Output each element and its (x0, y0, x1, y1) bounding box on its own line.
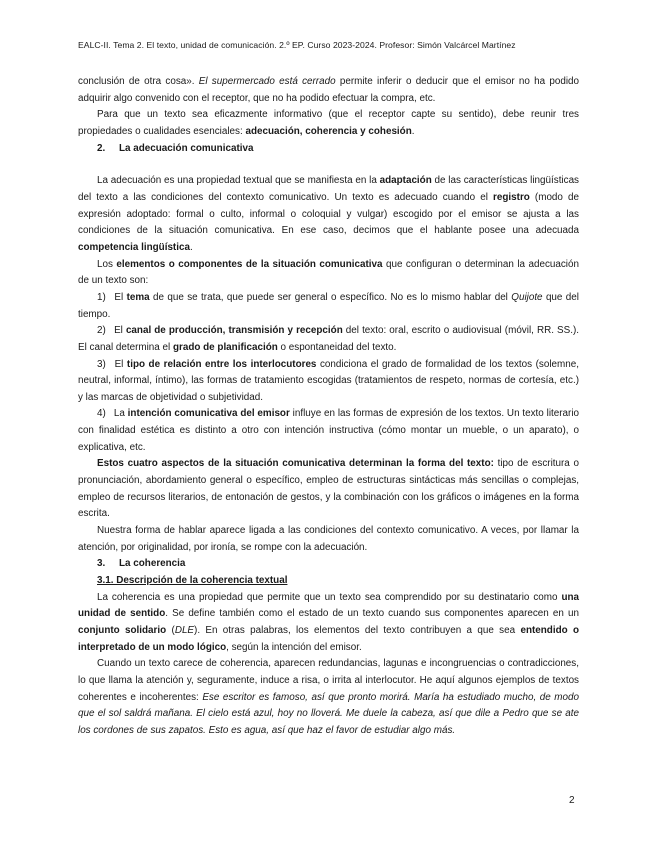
heading-number: 2. (97, 142, 106, 154)
text-run: (modo de expresión adoptado: formal o culto, informal o coloquial y vulgar) escogido por el emisor se ajusta a las condiciones de la situación comunicativa. En ese caso, decimos que el hablante posee una adecuada (78, 191, 579, 237)
text-run-italic: DLE (174, 625, 195, 636)
text-run: conclusión de otra cosa». (78, 76, 199, 87)
text-run: de que se trata, que puede ser general o específico. No es lo mismo hablar del (149, 291, 512, 303)
section-heading-3 (78, 556, 579, 573)
text-run: La adecuación es una propiedad textual que se manifiesta en la (97, 175, 380, 187)
list-number: 4) (97, 408, 106, 420)
text-run-italic: Quijote (511, 291, 543, 303)
text-run-bold: adecuación, coherencia y cohesión (245, 125, 412, 137)
text-run: . (411, 125, 415, 137)
list-item-intencion (78, 406, 579, 456)
paragraph-elementos (78, 257, 579, 290)
text-run-bold: tema (126, 291, 150, 303)
text-run: El (114, 325, 126, 337)
text-run-bold: canal de producción, transmisión y recepción (125, 325, 343, 337)
heading-title: La adecuación comunicativa (119, 142, 254, 154)
text-run-bold: registro (493, 191, 530, 203)
text-run: del texto: oral, escrito o audiovisual (móvil, RR. SS.). El canal determina el (78, 325, 579, 353)
list-number: 1) (97, 291, 106, 303)
heading-number: 3. (97, 558, 106, 570)
text-run-bold: entendido o interpretado de un modo lógico (78, 625, 579, 653)
heading-title: 3.1. Descripción de la coherencia textual (97, 575, 288, 587)
text-run: La coherencia es una propiedad que permite que un texto sea comprendido por su destinatario como (97, 591, 562, 603)
text-run-italic: El supermercado está cerrado (198, 76, 336, 87)
text-run: Para que un texto sea eficazmente informativo (que el receptor capte su sentido), debe reunir tres propiedades o cualidades esenciales: (78, 109, 579, 137)
text-run: El (114, 291, 127, 303)
text-run-bold: adaptación (379, 175, 432, 187)
text-run-bold: Estos cuatro aspectos de la situación comunicativa determinan la forma del texto: (97, 458, 494, 470)
text-run-italic: Ese escritor es famoso, así que pronto morirá. María ha estudiado mucho, de modo que el sol saldrá mañana. El cielo está azul, hoy no lloverá. Me duele la cabeza, así que dile a Pedro que se ate los cordones de sus zapatos. Esto es agua, así que haz el favor de estudiar algo más. (78, 691, 579, 736)
text-run: , según la intención del emisor. (226, 641, 362, 653)
text-run-bold: grado de planificación (172, 341, 278, 353)
text-run: condiciona el grado de formalidad de los textos (solemne, neutral, informal, íntimo), las formas de tratamiento escogidas (tratamientos de respeto, normas de cortesía, etc.) y las marcas de objetividad o subjetividad. (78, 358, 579, 403)
text-run: ( (166, 625, 175, 636)
section-heading-2 (78, 141, 579, 158)
text-run: Cuando un texto carece de coherencia, aparecen redundancias, lagunas e incongruencias o contradicciones, lo que llama la atención y, seguramente, induce a risa, o irrita al interlocutor. He aquí algunos ejemplos de textos coherentes e incoherentes: (78, 658, 579, 703)
text-run: ). En otras palabras, los elementos del texto contribuyen a que sea (194, 625, 521, 636)
text-run: El (114, 358, 127, 370)
text-run: . (189, 241, 193, 253)
list-item-relacion (78, 357, 579, 407)
page-body (78, 74, 579, 740)
text-run: o espontaneidad del texto. (277, 341, 397, 353)
text-run-bold: competencia lingüística (78, 241, 190, 253)
subsection-heading-3-1 (78, 573, 579, 590)
text-run: que configuran o determinan la adecuación de un texto son: (78, 258, 579, 287)
text-run: de las características lingüísticas del texto a las condiciones del contexto comunicativo. Un texto es adecuado cuando el (78, 175, 579, 203)
text-run: La (113, 408, 128, 420)
list-item-tema (78, 290, 579, 323)
paragraph-carece-coherencia (78, 656, 579, 739)
list-number: 3) (97, 358, 106, 370)
paragraph-intro (78, 74, 579, 107)
text-run-bold: intención comunicativa del emisor (127, 408, 290, 420)
blank-line (78, 157, 579, 173)
paragraph-adecuacion (78, 173, 579, 256)
text-run: . Se define también como el estado de un texto cuando sus componentes aparecen en un (165, 608, 579, 620)
text-run: Los (97, 258, 117, 270)
text-run: que del tiempo. (78, 291, 579, 320)
page-number: 2 (569, 795, 575, 806)
text-run-bold: una unidad de sentido (78, 591, 579, 620)
text-run-bold: elementos o componentes de la situación comunicativa (116, 258, 383, 270)
text-run-bold: conjunto solidario (78, 625, 167, 636)
text-run-bold: tipo de relación entre los interlocutores (126, 358, 317, 370)
paragraph-properties (78, 107, 579, 140)
text-run: permite inferir o deducir que el emisor no ha podido adquirir algo convenido con el receptor, que no ha podido efectuar la compra, etc. (78, 76, 580, 104)
list-number: 2) (97, 325, 106, 337)
text-run: tipo de escritura o pronunciación, abordamiento general o específico, empleo de estructuras sintácticas más sencillas o complejas, empleo de recursos literarios, de entonación de gestos, y la combinación con los gráficos o imágenes en la forma escrita. (78, 458, 579, 520)
paragraph-coherencia (78, 590, 579, 657)
list-item-canal (78, 323, 579, 356)
paragraph-cuatro-aspectos (78, 456, 579, 523)
heading-title: La coherencia (119, 558, 186, 570)
paragraph-forma-hablar: Nuestra forma de hablar aparece ligada a las condiciones del contexto comunicativo. A veces, por llamar la atención, por originalidad, por ironía, se rompe con la adecuación. (78, 525, 579, 553)
text-run: influye en las formas de expresión de los textos. Un texto literario con finalidad estética es distinto a otro con intención instructiva (cómo montar un mueble, o un aparato), o explicativa, etc. (78, 408, 580, 453)
running-header: EALC-II. Tema 2. El texto, unidad de comunicación. 2.º EP. Curso 2023-2024. Profesor: Simón Valcárcel Martínez (78, 40, 516, 50)
